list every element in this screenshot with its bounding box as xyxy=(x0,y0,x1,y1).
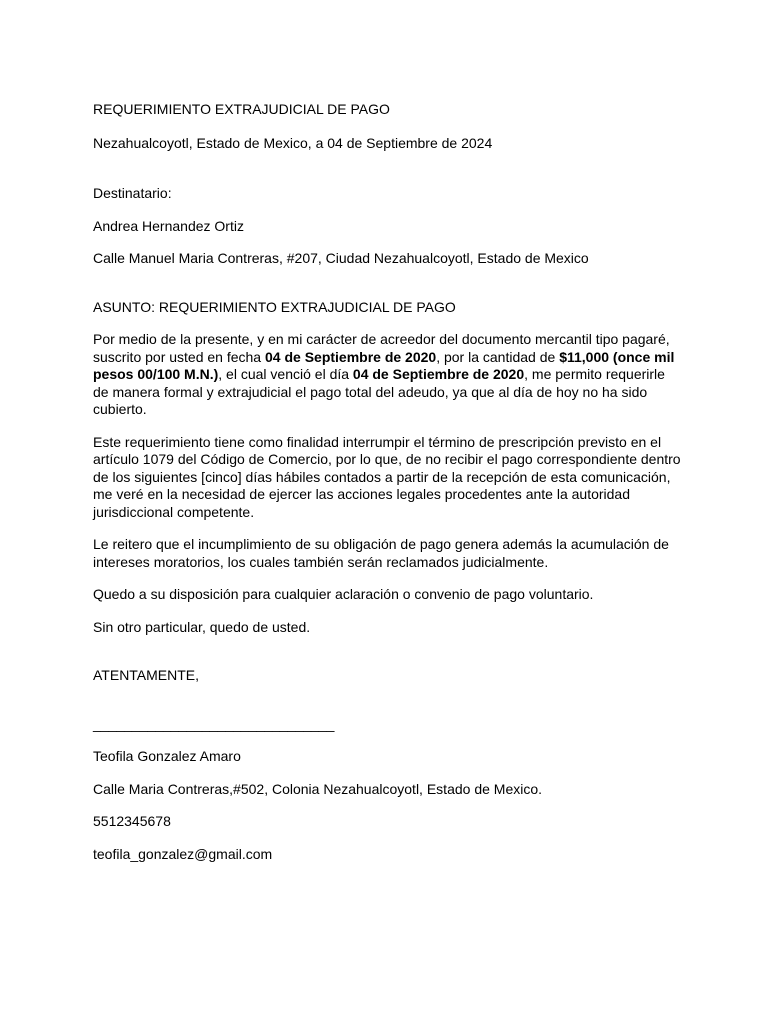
paragraph-interest: Le reitero que el incumplimiento de su obligación de pago genera además la acumulación de intereses moratorios, los cuales también serán reclamados judicialmente. xyxy=(93,536,669,570)
closing-line: Sin otro particular, quedo de usted. xyxy=(93,618,311,635)
paragraph-purpose: Este requerimiento tiene como finalidad interrumpir el término de prescripción previsto en el artículo 1079 del Código de Comercio, por lo que, de no recibir el pago correspondiente dentro de los siguientes [cinco] días hábiles contados a partir de la recepción de esta comunicación, me veré en la necesidad de ejercer las acciones legales procedentes ante la autoridad jurisdiccional competente. xyxy=(93,433,681,520)
due-date: 04 de Septiembre de 2020 xyxy=(352,366,525,382)
paragraph-availability: Quedo a su disposición para cualquier aclaración o convenio de pago voluntario. xyxy=(93,586,594,602)
sender-phone: 5512345678 xyxy=(93,813,171,829)
letter-page xyxy=(93,101,683,863)
place-date: Nezahualcoyotl, Estado de Mexico, a 04 de Septiembre de 2024 xyxy=(93,134,493,151)
sender-email: teofila_gonzalez@gmail.com xyxy=(93,845,273,862)
sender-name: Teofila Gonzalez Amaro xyxy=(93,748,241,764)
paragraph-intro-text-3: , el cual venció el día xyxy=(218,366,353,382)
recipient-name: Andrea Hernandez Ortiz xyxy=(93,217,244,234)
paragraph-intro-text-4: , me permito requerirle de manera formal y extrajudicial el pago total del adeudo, ya que al día de hoy no ha sido cubierto. xyxy=(93,366,665,417)
paragraph-intro-text-1: Por medio de la presente, y en mi carácter de acreedor del documento mercantil tipo pagaré, suscrito por usted en fecha xyxy=(93,331,670,365)
signature-line: _______________________________ xyxy=(93,715,335,732)
document-heading: REQUERIMIENTO EXTRAJUDICIAL DE PAGO xyxy=(93,101,390,117)
debt-amount: $11,000 (once mil pesos 00/100 M.N.) xyxy=(93,348,675,382)
signing-date: 04 de Septiembre de 2020 xyxy=(265,348,437,365)
paragraph-intro-text-2: , por la cantidad de xyxy=(436,348,560,365)
paragraph-intro xyxy=(93,331,683,419)
recipient-address: Calle Manuel Maria Contreras, #207, Ciudad Nezahualcoyotl, Estado de Mexico xyxy=(93,250,589,266)
sign-off: ATENTAMENTE, xyxy=(93,667,200,683)
sender-address: Calle Maria Contreras,#502, Colonia Nezahualcoyotl, Estado de Mexico. xyxy=(93,780,543,797)
subject-line: ASUNTO: REQUERIMIENTO EXTRAJUDICIAL DE PAGO xyxy=(93,298,456,315)
recipient-label: Destinatario: xyxy=(93,185,172,201)
